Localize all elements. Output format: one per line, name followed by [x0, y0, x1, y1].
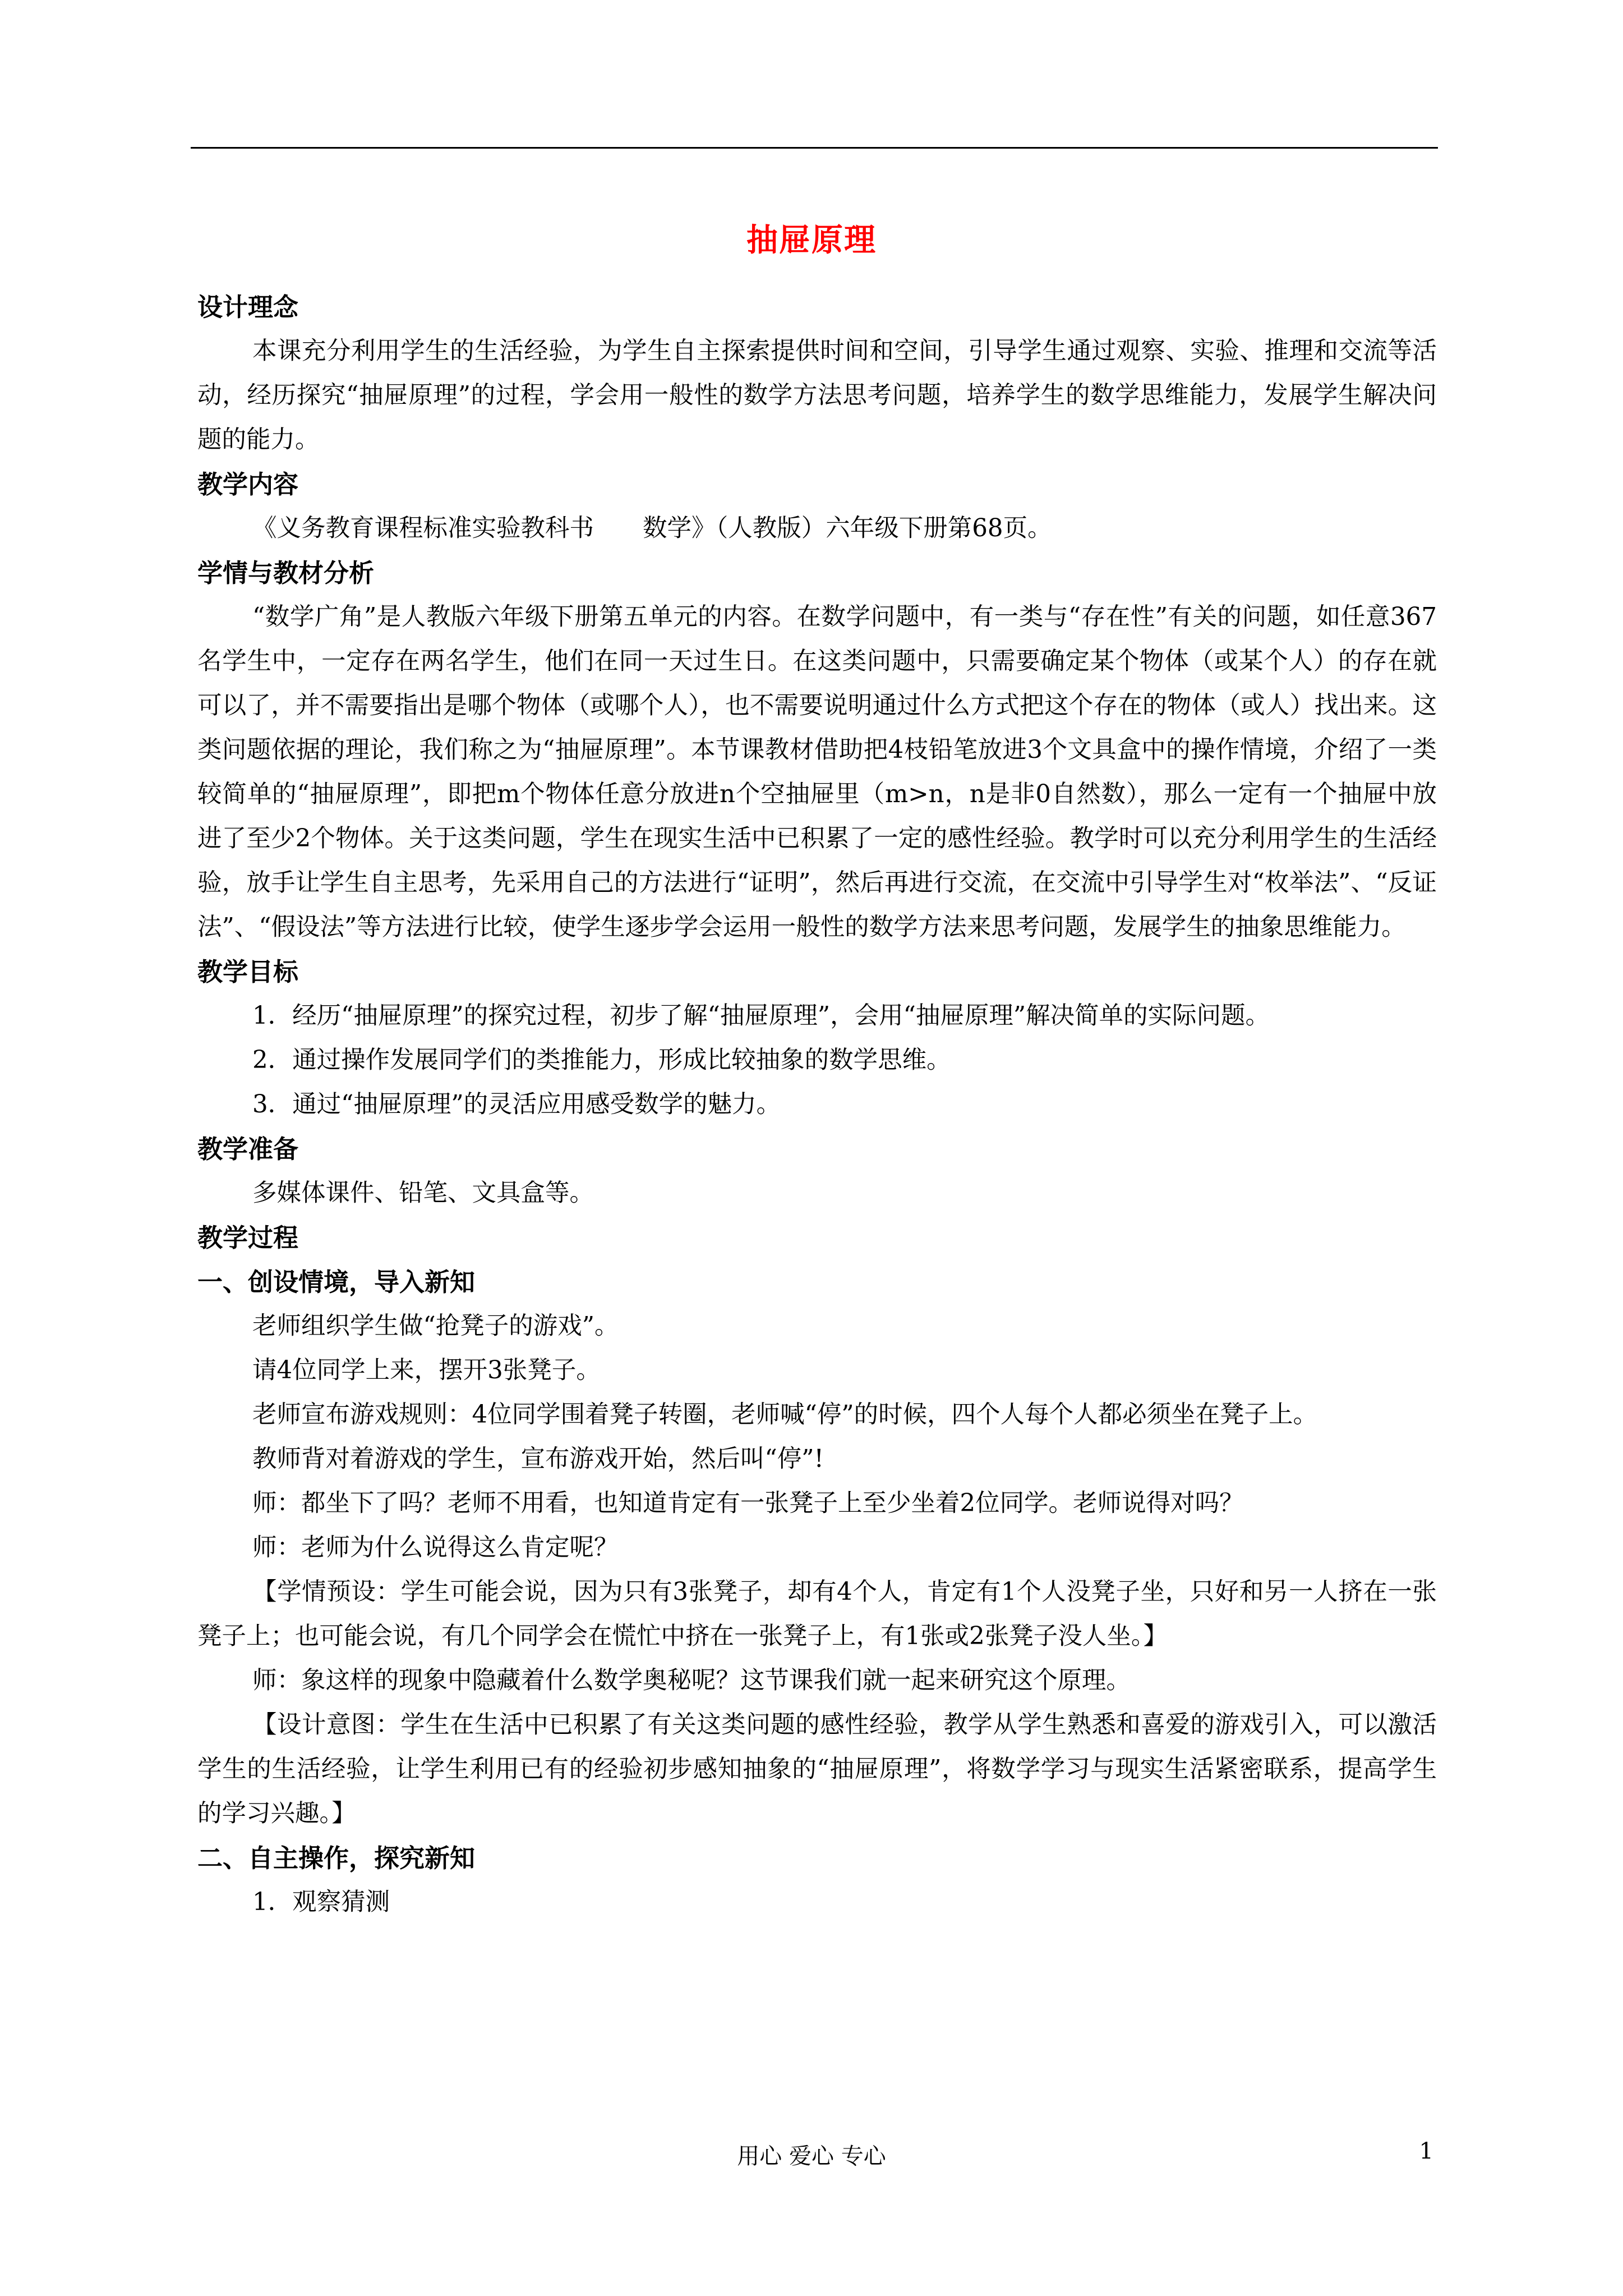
paragraph: 3．通过“抽屉原理”的灵活应用感受数学的魅力。	[252, 1091, 781, 1119]
paragraph: 老师宣布游戏规则：4位同学围着凳子转圈，老师喊“停”的时候，四个人每个人都必须坐在凳子上。	[252, 1401, 1318, 1429]
paragraph: 本课充分利用学生的生活经验，为学生自主探索提供时间和空间，引导学生通过观察、实验、推理和交流等活动，经历探究“抽屉原理”的过程，学会用一般性的数学方法思考问题，培养学生的数学思维能力，发展学生解决问题的能力。	[197, 337, 1437, 454]
section-heading: 一、创设情境，导入新知	[197, 1267, 476, 1297]
paragraph: 师：老师为什么说得这么肯定呢？	[252, 1534, 619, 1562]
section-heading: 二、自主操作，探究新知	[197, 1843, 476, 1873]
section-heading: 教学过程	[197, 1223, 299, 1253]
paragraph: 2．通过操作发展同学们的类推能力，形成比较抽象的数学思维。	[252, 1046, 951, 1074]
paragraph: 请4位同学上来，摆开3张凳子。	[252, 1356, 601, 1384]
header-rule	[191, 147, 1438, 149]
paragraph: 师：象这样的现象中隐藏着什么数学奥秘呢？这节课我们就一起来研究这个原理。	[252, 1667, 1131, 1695]
section-heading: 教学内容	[197, 470, 299, 499]
section-heading: 设计理念	[197, 292, 299, 322]
paragraph: 【学情预设：学生可能会说，因为只有3张凳子，却有4个人，肯定有1个人没凳子坐，只好和另一人挤在一张凳子上；也可能会说，有几个同学会在慌忙中挤在一张凳子上，有1张或2张凳子没人坐。】	[197, 1578, 1437, 1650]
document-title: 抽屉原理	[746, 222, 877, 259]
paragraph: 《义务教育课程标准实验教科书 数学》（人教版）六年级下册第68页。	[252, 514, 1052, 542]
paragraph: “数学广角”是人教版六年级下册第五单元的内容。在数学问题中，有一类与“存在性”有关的问题，如任意367名学生中，一定存在两名学生，他们在同一天过生日。在这类问题中，只需要确定某个物体（或某个人）的存在就可以了，并不需要指出是哪个物体（或哪个人），也不需要说明通过什么方式把这个存在的物体（或人）找出来。这类问题依据的理论，我们称之为“抽屉原理”。本节课教材借助把4枝铅笔放进3个文具盒中的操作情境，介绍了一类较简单的“抽屉原理”，即把m个物体任意分放进n个空抽屉里（m>n，n是非0自然数），那么一定有一个抽屉中放进了至少2个物体。关于这类问题，学生在现实生活中已积累了一定的感性经验。教学时可以充分利用学生的生活经验，放手让学生自主思考，先采用自己的方法进行“证明”，然后再进行交流，在交流中引导学生对“枚举法”、“反证法”、“假设法”等方法进行比较，使学生逐步学会运用一般性的数学方法来思考问题，发展学生的抽象思维能力。	[197, 603, 1437, 941]
paragraph: 多媒体课件、铅笔、文具盒等。	[252, 1179, 594, 1207]
page-number: 1	[1419, 2138, 1433, 2164]
section-heading: 教学目标	[197, 957, 299, 987]
paragraph: 1．观察猜测	[252, 1888, 390, 1916]
section-heading: 学情与教材分析	[197, 558, 375, 588]
paragraph: 【设计意图：学生在生活中已积累了有关这类问题的感性经验，教学从学生熟悉和喜爱的游戏引入，可以激活学生的生活经验，让学生利用已有的经验初步感知抽象的“抽屉原理”，将数学学习与现实生活紧密联系，提高学生的学习兴趣。】	[197, 1711, 1437, 1828]
paragraph: 教师背对着游戏的学生，宣布游戏开始，然后叫“停”!	[252, 1445, 824, 1473]
paragraph: 1．经历“抽屉原理”的探究过程，初步了解“抽屉原理”，会用“抽屉原理”解决简单的实际问题。	[252, 1002, 1270, 1030]
paragraph: 老师组织学生做“抢凳子的游戏”。	[252, 1312, 619, 1340]
footer-slogan: 用心 爱心 专心	[737, 2143, 886, 2169]
document-body	[197, 285, 1437, 1925]
paragraph: 师：都坐下了吗？老师不用看，也知道肯定有一张凳子上至少坐着2位同学。老师说得对吗？	[252, 1489, 1244, 1517]
section-heading: 教学准备	[197, 1134, 299, 1164]
